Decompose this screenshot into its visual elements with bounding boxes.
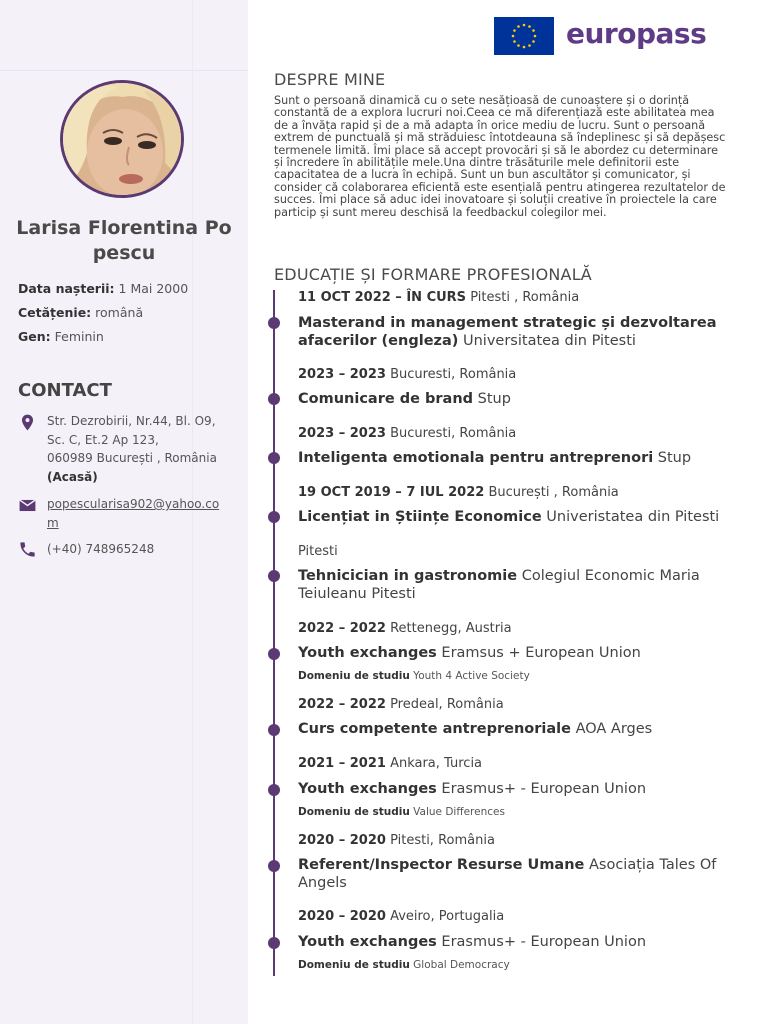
entry-domain: Domeniu de studiu Value Differences <box>298 806 505 818</box>
timeline-dot <box>268 724 280 736</box>
education-title: EDUCAȚIE ȘI FORMARE PROFESIONALĂ <box>274 265 592 284</box>
timeline-dot <box>268 648 280 660</box>
entry-title: Youth exchanges Eramsus + European Union <box>298 645 641 661</box>
eu-flag-logo <box>494 17 554 55</box>
entry-domain: Domeniu de studiu Youth 4 Active Society <box>298 670 530 682</box>
contact-heading: CONTACT <box>18 380 112 401</box>
gender-label: Gen: <box>18 329 51 344</box>
address <box>47 412 225 486</box>
gender <box>18 329 104 344</box>
birth-date-label: Data nașterii: <box>18 281 115 296</box>
address-line: Sc. C, Et.2 Ap 123, <box>47 432 159 447</box>
address-line: Str. Dezrobirii, Nr.44, Bl. O9, <box>47 414 216 428</box>
gender-value: Feminin <box>54 329 104 344</box>
entry-title: Inteligenta emotionala pentru antreprenori Stup <box>298 450 692 466</box>
sidebar <box>0 0 248 1024</box>
entry-title: Youth exchanges Erasmus+ - European Union <box>298 781 647 797</box>
sidebar-divider <box>0 70 248 71</box>
entry-title: Licențiat in Științe Economice Univeristatea din Pitesti <box>298 509 720 525</box>
entry-domain: Domeniu de studiu Global Democracy <box>298 959 510 971</box>
citizenship-value: română <box>95 305 144 320</box>
entry-date: 2020 – 2020 Pitesti, România <box>298 833 495 848</box>
entry-title: Tehnicician in gastronomie Colegiul Economic Maria Teiuleanu Pitesti <box>298 568 700 602</box>
location-pin-icon <box>18 413 37 432</box>
address-line: 060989 București , România <box>47 451 217 465</box>
entry-date: 19 OCT 2019 – 7 IUL 2022 București , România <box>298 485 619 500</box>
timeline-dot <box>268 570 280 582</box>
about-title: DESPRE MINE <box>274 70 386 89</box>
citizenship <box>18 305 143 320</box>
envelope-icon <box>18 496 37 515</box>
entry-date: 2023 – 2023 Bucuresti, România <box>298 426 517 441</box>
citizenship-label: Cetățenie: <box>18 305 92 320</box>
timeline-dot <box>268 452 280 464</box>
entry-date: 2023 – 2023 Bucuresti, România <box>298 367 517 382</box>
timeline-dot <box>268 784 280 796</box>
entry-title: Comunicare de brand Stup <box>298 391 511 407</box>
timeline-dot <box>268 860 280 872</box>
portrait-photo <box>63 83 181 195</box>
entry-title: Curs competente antreprenoriale AOA Arges <box>298 721 653 737</box>
entry-date: 2021 – 2021 Ankara, Turcia <box>298 756 483 771</box>
timeline-dot <box>268 511 280 523</box>
entry-title: Youth exchanges Erasmus+ - European Union <box>298 934 647 950</box>
timeline-dot <box>268 393 280 405</box>
address-type: (Acasă) <box>47 469 98 484</box>
entry-date: 2022 – 2022 Rettenegg, Austria <box>298 621 512 636</box>
phone-icon <box>18 540 37 559</box>
europass-logo-text: europass <box>566 17 707 50</box>
birth-date <box>18 281 188 296</box>
avatar <box>60 80 184 198</box>
entry-date: 2020 – 2020 Aveiro, Portugalia <box>298 909 505 924</box>
full-name: Larisa Florentina Po pescu <box>16 217 232 264</box>
timeline-dot <box>268 317 280 329</box>
entry-date: 2022 – 2022 Predeal, România <box>298 697 504 712</box>
about-text: Sunt o persoană dinamică cu o sete nesățioasă de cunoaștere și o dorință constantă de a explora lucruri noi.Ceea ce mă diferențiază este abilitatea mea de a învăța rapid și de a mă adapta în orice mediu de lucru. Sunt o persoană extrem de punctuală și mă străduiesc întotdeauna să îndeplinesc și să depășesc termenele limită. Îmi place să accept provocări și să le abordez cu determinare și încredere în abilitățile mele.Una dintre trăsăturile mele definitorii este capacitatea de a lucra în echipă. Sunt un bun ascultător și comunicator, și consider că colaborarea eficientă este esențială pentru atingerea rezultatelor de succes. Îmi place să aduc idei inovatoare și soluții creative în proiectele la care particip și sunt mereu deschisă la feedbackul colegilor mei. <box>274 94 726 219</box>
timeline-dot <box>268 937 280 949</box>
email-link[interactable]: popescularisa902@yahoo.com <box>47 497 220 530</box>
entry-title: Masterand in management strategic și dezvoltarea afacerilor (engleza) Universitatea din Pitesti <box>298 315 717 349</box>
entry-date: 11 OCT 2022 – ÎN CURS Pitesti , România <box>298 290 580 305</box>
phone: (+40) 748965248 <box>47 542 155 556</box>
entry-title: Referent/Inspector Resurse Umane Asociația Tales Of Angels <box>298 857 717 891</box>
birth-date-value: 1 Mai 2000 <box>118 281 189 296</box>
entry-date: Pitesti <box>298 544 338 559</box>
email-container <box>47 495 225 532</box>
